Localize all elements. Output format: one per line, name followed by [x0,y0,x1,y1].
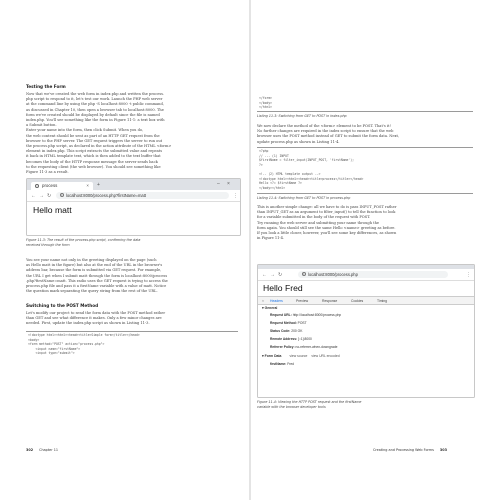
text-line: variable with the browser developer tools [257,404,326,409]
text-line: update process.php as shown in Listing 11-4. [257,139,340,144]
view-source-link[interactable]: view source [289,354,308,358]
listing-caption-11-4: Listing 11-4: Switching from GET to POST in process.php [257,196,351,200]
address-bar[interactable] [56,192,229,199]
info-icon[interactable]: i [303,272,304,277]
text-line: <input name="firstName"> [28,346,81,351]
code-rule-bottom-2 [257,193,473,194]
text-line: This is another simple change: all we have to do is pass INPUT_POST rather [257,205,397,209]
text-line: <body> [28,337,40,342]
text-line: ?> [259,162,263,167]
text-line: <?php [259,149,269,153]
text-line: than GET and see what difference it makes. Only a few minor changes are [26,316,162,321]
text-line: the URL I get when I submit matt through the form is localhost:8000/process [26,273,168,278]
text-line: If you look a little closer, however, you'll see some key differences, as shown [257,231,397,236]
header-row-referrer-policy: Referrer Policy: no-referrer-when-downgrade [270,345,338,349]
reload-icon[interactable]: ↻ [47,192,52,199]
code-rule-top-2 [257,147,473,148]
text-line: as Hello matt in the figure) but also at the end of the URL in the browser's [26,263,163,268]
devtools-tab-bar [258,296,474,305]
text-line: // --- (1) INPUT [259,153,289,158]
text-line: <form method="POST" action="process.php"> [28,342,105,347]
code-rule-top [26,331,238,332]
text-line: received through the form [26,242,70,247]
form-data-label: Form Data [264,354,282,358]
text-line: in Figure 11-4. [257,236,285,241]
text-line: for a variable submitted in the body of the request with POST. [257,215,371,220]
reload-icon[interactable]: ↻ [278,271,283,278]
listing-caption-11-3: Listing 11-3: Switching from GET to POST in index.php [257,114,347,118]
text-line: We now declare the method of the <form> element to be POST. That's it! [257,124,391,128]
chapter-label: Chapter 11 [39,448,59,452]
close-panel-icon[interactable]: × [262,298,264,303]
menu-icon[interactable]: ⋮ [233,192,238,199]
text-line: You see your name not only in the greeting displayed on the page (such [26,258,157,262]
paragraph-testing [26,92,238,175]
text-line: element in index.php. This script extracts the submitted value and repeats [26,149,163,154]
text-line: .php?firstName=matt. This radio uses the GET request is trying to access the [26,278,168,283]
back-icon[interactable]: ← [31,192,36,199]
browser-tab-bar [27,179,240,190]
text-line: form we've created should be displayed by default since the file is named [26,112,160,117]
text-line: Try running the web server and submitting your name through the [257,220,380,225]
section-heading-post: Switching to the POST Method [26,303,99,308]
tab-headers[interactable]: Headers [270,298,283,303]
code-listing-index [28,333,238,356]
text-line: Hello <?= $firstName ?> [259,181,302,186]
text-line: <input type="submit"> [28,351,75,356]
browser-toolbar [27,190,240,202]
figure-caption [26,238,238,248]
header-row-status-code: Status Code: 200 OK [270,329,303,333]
text-line: php script to respond to it, let's test our work. Launch the PHP web server [26,97,163,102]
header-row-request-url: Request URL: http://localhost:8000/process.php [270,313,342,317]
section-heading-testing: Testing the Form [26,84,66,89]
tab-cookies[interactable]: Cookies [351,298,364,303]
address-bar[interactable] [298,271,448,278]
close-icon[interactable]: × [86,182,89,188]
tab-timing[interactable]: Timing [377,298,388,303]
text-line: <!doctype html><html><head><title>Simple form</title></head> [28,333,140,337]
code-rule-bottom [257,111,473,112]
right-page [251,0,500,500]
text-line: index.php. You'll see something like the form in Figure 11-1: a text box with [26,118,165,123]
browser-tab[interactable] [31,182,93,191]
back-icon[interactable]: ← [262,271,267,278]
text-line: </body></html> [259,185,286,190]
text-line: Enter your name into the form, then click Submit. When you do, [26,128,144,133]
text-line: Figure 11-3 as a result. [26,170,69,175]
text-line: Let's modify our project to send the form data with the POST method rather [26,311,166,315]
header-row-remote-address: Remote Address: [::1]:8000 [270,337,312,341]
text-line: $firstName = filter_input(INPUT_POST, 'firstName'); [259,158,354,163]
browser-window-figure [26,178,241,236]
tab-response[interactable]: Response [322,298,338,303]
text-line: Figure 11-4: Viewing the HTTP POST request and the firstName [257,400,362,404]
view-url-encoded-link[interactable]: view URL encoded [311,354,340,358]
tab-preview[interactable]: Preview [296,298,309,303]
text-line: the process.php script, as declared in the action attribute of the HTML <form> [26,144,172,149]
page-body-text: Hello matt [33,205,72,215]
forward-icon[interactable]: → [39,192,44,199]
header-row-request-method: Request Method: POST [270,321,307,325]
text-line: as discussed in Chapter 10, then open a browser tab to localhost:8000. The [26,107,164,112]
text-line: becomes the body of the HTTP response message the server sends back [26,159,158,164]
forward-icon[interactable]: → [270,271,275,278]
paragraph-post-intro [26,311,238,327]
paragraph-post-method [257,124,473,145]
left-page [0,0,249,500]
form-data-section-toggle[interactable]: ▾ Form Data view source view URL encoded [262,354,340,358]
page-number-right: 303 [439,448,447,452]
browser-devtools-figure [257,264,475,398]
browser-toolbar [258,269,474,281]
text-line: browser uses the POST method instead of GET to submit the form data. Next, [257,134,400,139]
text-line: </form> [259,96,273,100]
text-line: the web content should be sent as part of an HTTP GET request from the [26,133,160,138]
text-line: than INPUT_GET as an argument to filter_input() to tell the function to look [257,210,396,215]
text-line: form again. You should still see the same Hello <name> greeting as before. [257,225,396,230]
general-section-toggle[interactable]: ▾ General [262,306,278,310]
info-icon[interactable]: i [61,193,62,198]
figure-caption-11-4 [257,400,473,410]
text-line: <!-- (2) HTML template output --> [259,171,321,176]
form-data-row-firstname: firstName: Fred [270,362,295,366]
text-line: address bar, because the form is submitted via GET request. For example, [26,268,162,273]
text-line: to the requesting client (the web browser). You should see something like [26,164,161,169]
chapter-title-footer: Creating and Processing Web Forms [373,448,434,452]
text-line: Figure 11-3: The result of the process.php script, confirming the data [26,238,141,242]
page-number-left: 302 [26,448,34,452]
page-body-text: Hello Fred [263,283,303,293]
text-line: the question mark separating the query string from the rest of the URL. [26,289,158,294]
paragraph-input-post [257,205,473,241]
text-line: a Submit button. [26,123,57,128]
text-line: it back in HTML template text, which is then added to the text buffer that [26,154,161,159]
text-line: Now that we've created the web form in index.php and written the process. [26,92,165,96]
globe-icon [35,184,39,188]
code-listing-process [259,149,473,190]
address-url: localhost:8000/process.php [308,272,358,278]
code-listing-index-end [259,96,471,110]
text-line: </body> [259,100,273,105]
text-line: process.php file and pass it a firstName variable with a value of matt. Notice [26,284,167,289]
page-footer-left [26,448,58,452]
new-tab-icon[interactable]: + [97,182,100,188]
text-line: No further changes are required in the index script to ensure that the web [257,129,394,134]
paragraph-url-explanation [26,258,238,294]
general-label: General [264,306,278,310]
text-line: at the command line by using the php -S localhost:8000 -t public command, [26,102,164,107]
close-window-icon[interactable]: × [227,181,230,187]
tab-title: process [42,183,58,189]
text-line: </html> [259,105,273,110]
minimize-icon[interactable]: – [217,181,220,187]
page-footer-right [373,448,447,452]
text-line: browser to the PHP server. The GET request triggers the server to run out [26,138,163,143]
text-line: <!doctype html><html><head><title>process</title></head> [259,176,364,181]
menu-icon[interactable]: ⋮ [466,271,471,278]
text-line: needed. First, update the index.php script as shown in Listing 11-3. [26,321,150,326]
address-url: localhost:8000/process.php?firstName=matt [66,193,146,199]
